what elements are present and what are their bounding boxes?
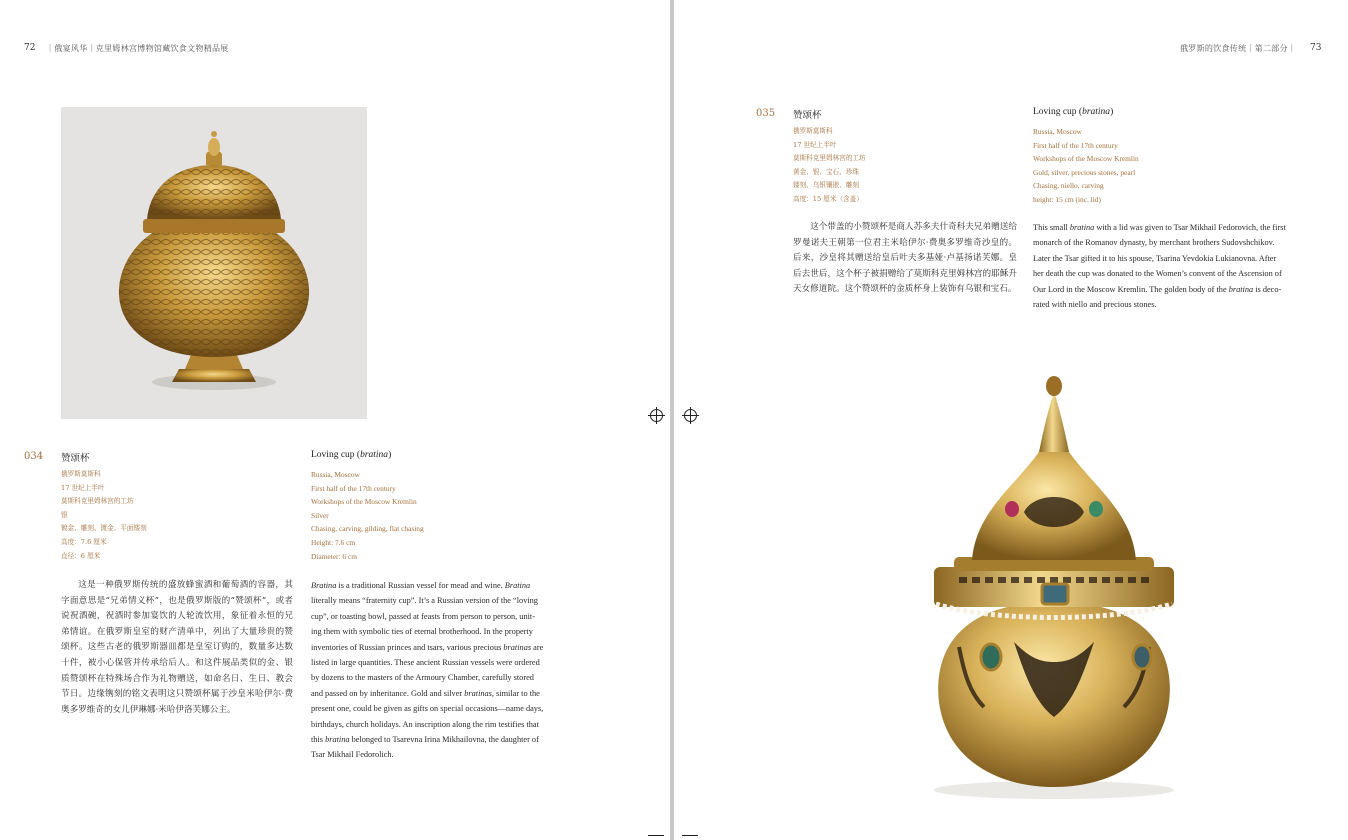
meta-line: 莫斯科克里姆林宫的工坊 bbox=[61, 497, 134, 506]
text-run: literally means “fraternity cup”. It’s a Russian version of the “loving bbox=[311, 596, 538, 606]
meta-line: 银 bbox=[61, 510, 68, 519]
text-run: inventories of Russian princes and tsars, various precious bbox=[311, 642, 504, 652]
text-run: Tsar Mikhail Fedorolich. bbox=[311, 750, 394, 760]
meta-line: 直径：6 厘米 bbox=[61, 551, 101, 560]
meta-line: Height: 7.6 cm bbox=[311, 537, 356, 547]
text-run: Our Lord in the Moscow Kremlin. The golden body of the bbox=[1033, 284, 1229, 294]
right-page bbox=[674, 0, 1348, 840]
bratina-034-photo bbox=[61, 107, 367, 419]
text-run: birthdays, church holidays. An inscription along the rim testifies that bbox=[311, 719, 539, 729]
meta-line: 高度：15 厘米（含盖） bbox=[793, 194, 863, 203]
object-number-035: 035 bbox=[756, 108, 776, 119]
title-zh-035: 赞颂杯 bbox=[793, 110, 822, 121]
text-run: is deco- bbox=[1253, 284, 1282, 294]
body-text-en-035 bbox=[1033, 220, 1318, 312]
meta-line: 俄罗斯莫斯科 bbox=[793, 127, 833, 135]
meta-en-034 bbox=[311, 468, 424, 563]
text-run: monarch of the Romanov dynasty, by merchant brothers Sudovshchikov. bbox=[1033, 238, 1275, 248]
left-page bbox=[0, 0, 670, 840]
gold-bratina-with-lid-image bbox=[874, 372, 1274, 802]
meta-line: 俄罗斯莫斯科 bbox=[61, 470, 101, 478]
body-text-zh-034: 这是一种俄罗斯传统的盛放蜂蜜酒和葡萄酒的容器，其字面意思是“兄弟情义杯”，也是俄罗斯版的“赞颂杯”，或者说祝酒碗，祝酒时参加宴饮的人轮流饮用，象征着永恒的兄弟情谊。在俄罗斯皇室的财产清单中，列出了大量珍贵的赞颂杯。这些古老的俄罗斯器皿都是皇室订购的，数量多达数十件，被小心保管并传承给后人。和这件展品类似的金、银质赞颂杯在特殊场合作为礼物赠送，如命名日、生日、教会节日。边缘镌刻的铭文表明这只赞颂杯属于沙皇米哈伊尔·费奥多罗维奇的女儿伊琳娜·米哈伊洛芙娜公主。 bbox=[61, 580, 293, 715]
body-line bbox=[311, 686, 581, 701]
text-run: Later the Tsar gifted it to his spouse, Tsarina Yevdokia Lukianovna. After bbox=[1033, 253, 1277, 263]
body-line bbox=[311, 655, 581, 670]
meta-line: height: 15 cm (inc. lid) bbox=[1033, 194, 1101, 204]
text-run: listed in large quantities. These ancient Russian vessels were ordered bbox=[311, 658, 540, 668]
text-run: by dozens to the masters of the Armoury Chamber, carefully stored bbox=[311, 673, 534, 683]
meta-line: Diameter: 6 cm bbox=[311, 551, 357, 561]
title-en-035: Loving cup (bratina) bbox=[1033, 107, 1114, 117]
body-text-zh-035: 这个带盖的小赞颂杯是商人苏多夫什奇科夫兄弟赠送给罗曼诺夫王朝第一位君主米哈伊尔·费奥多罗维奇沙皇的。后来，沙皇将其赠送给皇后叶夫多基娅·卢基扬诺芙娜。皇后去世后，这个杯子被捐赠给了莫斯科克里姆林宫的耶稣升天女修道院。这个赞颂杯的金质杯身上装饰有乌银和宝石。 bbox=[793, 222, 1017, 295]
body-line bbox=[311, 640, 581, 655]
meta-line: Workshops of the Moscow Kremlin bbox=[1033, 154, 1139, 164]
italic-term: bratinas bbox=[464, 688, 492, 698]
meta-line: Silver bbox=[311, 510, 329, 520]
italic-term: Bratina bbox=[504, 581, 531, 590]
meta-zh-035 bbox=[793, 125, 866, 207]
page-number-left: 72 bbox=[24, 43, 36, 53]
body-line bbox=[1033, 220, 1318, 235]
text-run: This small bbox=[1033, 223, 1070, 232]
body-line bbox=[311, 578, 581, 593]
meta-line: 高度：7.6 厘米 bbox=[61, 537, 107, 546]
text-run: cup”, or toasting bowl, passed at feasts from person to person, unit- bbox=[311, 611, 535, 621]
silver-gilt-bratina-image bbox=[61, 107, 367, 419]
text-run: with a lid was given to Tsar Mikhail Fedorovich, the first bbox=[1094, 223, 1286, 232]
text-run: , similar to the bbox=[491, 688, 540, 698]
text-run: her death the cup was donated to the Women’s convent of the Ascension of bbox=[1033, 269, 1282, 279]
body-text-en-034 bbox=[311, 578, 581, 763]
meta-line: 镂刻、乌银镶嵌、雕刻 bbox=[793, 181, 859, 190]
crop-mark bbox=[682, 835, 698, 836]
meta-line: Russia, Moscow bbox=[311, 470, 360, 479]
text-run: and passed on by inheritance. Gold and silver bbox=[311, 688, 465, 698]
crop-mark bbox=[648, 835, 664, 836]
text-run: ing them with symbolic ties of eternal brotherhood. In the property bbox=[311, 627, 533, 637]
body-line bbox=[1033, 266, 1318, 281]
text-run: rated with niello and precious stones. bbox=[1033, 300, 1157, 310]
meta-line: Chasing, carving, gilding, flat chasing bbox=[311, 524, 424, 534]
meta-line: 17 世纪上半叶 bbox=[793, 140, 837, 149]
object-number-034: 034 bbox=[24, 451, 44, 462]
body-line bbox=[1033, 282, 1318, 297]
text-run: are bbox=[531, 642, 544, 652]
meta-zh-034 bbox=[61, 468, 147, 563]
title-zh-034: 赞颂杯 bbox=[61, 453, 90, 464]
text-run: present one, could be given as gifts on special occasions—name days, bbox=[311, 704, 544, 714]
body-line bbox=[311, 593, 581, 608]
text-run: is a traditional Russian vessel for mead and wine. bbox=[336, 581, 505, 590]
meta-en-035 bbox=[1033, 125, 1139, 207]
italic-term: bratina bbox=[325, 735, 350, 745]
body-line bbox=[311, 701, 581, 716]
title-en-034: Loving cup (bratina) bbox=[311, 450, 392, 460]
registration-mark-icon bbox=[650, 409, 663, 422]
body-line bbox=[311, 624, 581, 639]
meta-line: Gold, silver, precious stones, pearl bbox=[1033, 167, 1136, 177]
meta-line: 莫斯科克里姆林宫的工坊 bbox=[793, 154, 866, 163]
meta-line: First half of the 17th century bbox=[1033, 140, 1118, 150]
meta-line: 黄金、银、宝石、珍珠 bbox=[793, 167, 859, 176]
meta-line: Chasing, niello, carving bbox=[1033, 181, 1104, 191]
italic-term: bratinas bbox=[503, 642, 532, 652]
running-head-left: ｜俄宴风华｜克里姆林宫博物馆藏饮食文物精品展 bbox=[46, 44, 229, 53]
italic-term: Bratina bbox=[311, 581, 337, 590]
running-head-right: 俄罗斯的饮食传统｜第二部分｜ bbox=[1180, 44, 1297, 53]
text-run: belonged to Tsarevna Irina Mikhailovna, the daughter of bbox=[349, 735, 539, 745]
meta-line: Russia, Moscow bbox=[1033, 127, 1082, 136]
meta-line: Workshops of the Moscow Kremlin bbox=[311, 497, 417, 507]
body-line bbox=[311, 732, 581, 747]
italic-term: bratina bbox=[1069, 223, 1095, 232]
body-line bbox=[311, 717, 581, 732]
registration-mark-icon bbox=[684, 409, 697, 422]
body-line bbox=[311, 747, 581, 762]
meta-line: 17 世纪上半叶 bbox=[61, 483, 105, 492]
page-number-right: 73 bbox=[1310, 43, 1322, 53]
body-line bbox=[1033, 251, 1318, 266]
body-line bbox=[311, 609, 581, 624]
text-run: this bbox=[311, 735, 326, 745]
italic-term: bratina bbox=[1228, 284, 1254, 294]
body-line bbox=[311, 670, 581, 685]
body-line bbox=[1033, 235, 1318, 250]
meta-line: 镀金、雕刻、镀金、平面镂刻 bbox=[61, 524, 147, 533]
meta-line: First half of the 17th century bbox=[311, 483, 396, 493]
body-line bbox=[1033, 297, 1318, 312]
bratina-035-photo bbox=[874, 372, 1274, 802]
